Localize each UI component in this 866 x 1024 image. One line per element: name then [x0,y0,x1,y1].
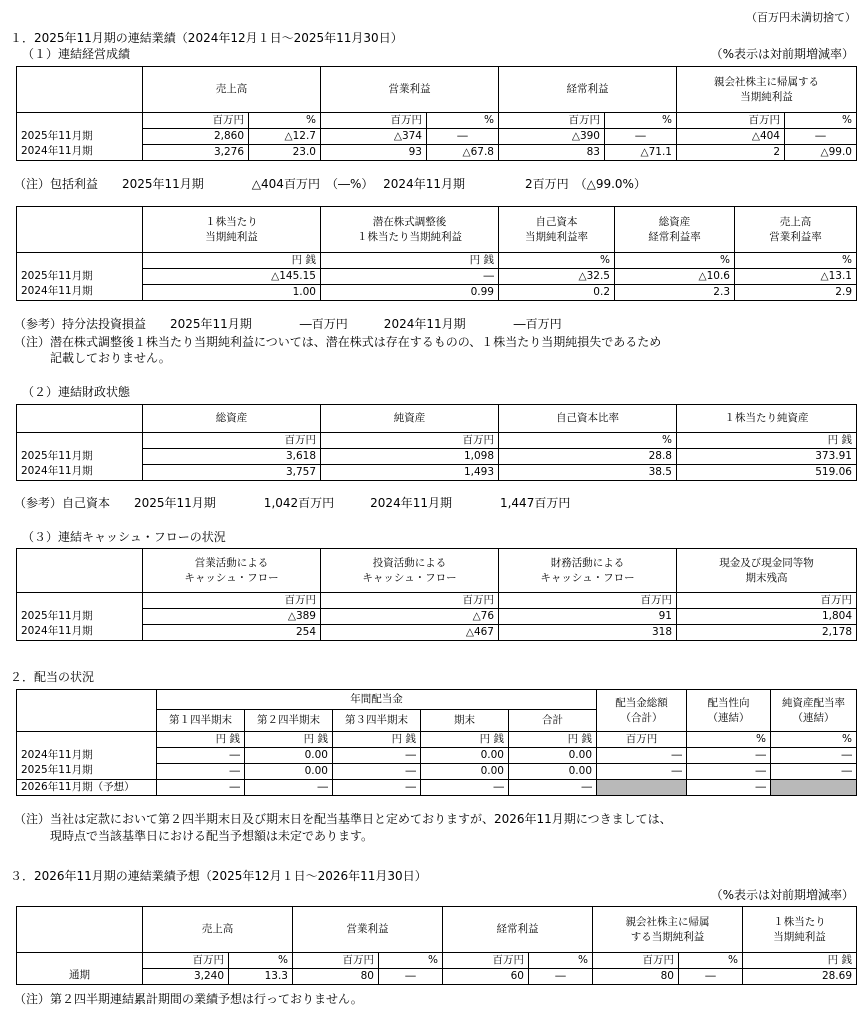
data-cell: 0.00 [509,748,597,764]
data-cell: ― [687,780,771,796]
data-cell: ― [771,764,857,780]
data-cell: 1,098 [321,449,499,465]
table-row [17,969,857,985]
table-row [17,465,857,481]
sub-header: 第３四半期末 [333,710,421,732]
table-row [17,748,857,764]
data-cell: 2.9 [735,285,857,301]
unit-cell: % [249,113,321,129]
data-cell: 2.3 [615,285,735,301]
data-cell: △10.6 [615,269,735,285]
col-header: １株当たり純資産 [677,405,857,433]
equity-method-reference: （参考）持分法投資損益 2025年11月期 ―百万円 2024年11月期 ―百万円 [14,317,562,331]
forecast-table [16,906,857,985]
row-label: 2024年11月期 [17,625,143,641]
unit-cell: 百万円 [677,113,785,129]
data-cell: 60 [443,969,529,985]
data-cell: ― [321,269,499,285]
unit-cell: 百万円 [593,953,679,969]
unit-cell: % [615,253,735,269]
data-cell: ― [687,764,771,780]
data-cell: △145.15 [143,269,321,285]
data-cell: ― [333,748,421,764]
data-cell: △13.1 [735,269,857,285]
data-cell: 0.00 [509,764,597,780]
data-cell: 83 [499,145,605,161]
unit-cell: % [529,953,593,969]
unit-cell: 百万円 [499,113,605,129]
table-row [17,780,857,796]
row-label: 2024年11月期 [17,285,143,301]
col-header: 売上高 [143,907,293,953]
data-cell: 23.0 [249,145,321,161]
cash-flow-table [16,548,857,641]
col-header: 配当性向 （連結） [687,690,771,732]
dividend-note-cont: 現時点で当該基準日における配当予想額は未定であります。 [14,829,374,843]
unit-row [17,593,857,609]
sub-header: 期末 [421,710,509,732]
data-cell: △374 [321,129,427,145]
unit-cell: 円 銭 [677,433,857,449]
unit-cell: 百万円 [321,593,499,609]
data-cell: ― [785,129,857,145]
unit-cell: 百万円 [143,953,229,969]
data-cell: 0.00 [421,748,509,764]
data-cell: ― [333,764,421,780]
col-header: 売上高 営業利益率 [735,207,857,253]
unit-cell: 円 銭 [245,732,333,748]
unit-cell: % [735,253,857,269]
data-cell: 2,178 [677,625,857,641]
data-cell: 519.06 [677,465,857,481]
table-row [17,625,857,641]
unit-cell: % [605,113,677,129]
data-cell: ― [421,780,509,796]
table-row [17,269,857,285]
diluted-eps-note-cont: 記載しておりません。 [14,351,171,365]
unit-cell: % [771,732,857,748]
data-cell: 3,757 [143,465,321,481]
data-cell: ― [157,748,245,764]
data-cell: 3,618 [143,449,321,465]
unit-cell: % [427,113,499,129]
col-header: 潜在株式調整後 １株当たり当期純利益 [321,207,499,253]
data-cell: 0.00 [245,764,333,780]
data-cell: 28.8 [499,449,677,465]
col-header: 自己資本比率 [499,405,677,433]
data-cell: △76 [321,609,499,625]
unit-row [17,732,857,748]
unit-cell: 百万円 [443,953,529,969]
col-header: 財務活動による キャッシュ・フロー [499,549,677,593]
col-header: 経常利益 [443,907,593,953]
unit-cell: 百万円 [293,953,379,969]
data-cell: 3,240 [143,969,229,985]
unit-row [17,953,857,969]
data-cell: 2 [677,145,785,161]
per-share-ratios-table [16,206,857,301]
data-cell: 1,493 [321,465,499,481]
data-cell: ― [427,129,499,145]
row-label: 2025年11月期 [17,269,143,285]
unit-cell: % [499,253,615,269]
operating-results-table [16,66,857,161]
col-header: １株当たり 当期純利益 [143,207,321,253]
table-row [17,449,857,465]
data-cell: 38.5 [499,465,677,481]
unit-note: （百万円未満切捨て） [746,11,856,24]
data-cell: △71.1 [605,145,677,161]
data-cell: 373.91 [677,449,857,465]
comprehensive-income-note: （注）包括利益 2025年11月期 △404百万円 （―%） 2024年11月期 2百万円 （△99.0%） [14,177,646,191]
unit-cell: 円 銭 [143,253,321,269]
unit-cell: 百万円 [143,113,249,129]
diluted-eps-note: （注）潜在株式調整後１株当たり当期純利益については、潜在株式は存在するものの、１株当たり当期純損失であるため [14,335,662,349]
unit-cell: % [687,732,771,748]
data-cell: ― [529,969,593,985]
unit-cell: % [679,953,743,969]
unit-cell: % [229,953,293,969]
unit-row [17,113,857,129]
unit-cell: 円 銭 [743,953,857,969]
row-label: 2025年11月期 [17,609,143,625]
data-cell: 318 [499,625,677,641]
data-cell: △67.8 [427,145,499,161]
row-label: 2025年11月期 [17,764,157,780]
shaded-cell [597,780,687,796]
data-cell: 91 [499,609,677,625]
data-cell: △99.0 [785,145,857,161]
unit-row [17,253,857,269]
table-row [17,145,857,161]
row-label: 2025年11月期 [17,129,143,145]
sub-header: 第２四半期末 [245,710,333,732]
row-label: 2024年11月期 [17,145,143,161]
pct-note: （%表示は対前期増減率） [710,47,854,61]
data-cell: ― [333,780,421,796]
unit-cell: 百万円 [143,593,321,609]
data-cell: ― [379,969,443,985]
data-cell: 0.00 [421,764,509,780]
data-cell: 80 [593,969,679,985]
data-cell: 1,804 [677,609,857,625]
data-cell: ― [509,780,597,796]
data-cell: △32.5 [499,269,615,285]
data-cell: ― [605,129,677,145]
data-cell: △404 [677,129,785,145]
data-cell: ― [597,764,687,780]
table-row [17,609,857,625]
unit-cell: 円 銭 [509,732,597,748]
col-header: １株当たり 当期純利益 [743,907,857,953]
col-header: 親会社株主に帰属 する当期純利益 [593,907,743,953]
col-header: 自己資本 当期純利益率 [499,207,615,253]
unit-cell: 百万円 [597,732,687,748]
col-header: 投資活動による キャッシュ・フロー [321,549,499,593]
col-header: 営業利益 [321,67,499,113]
data-cell: 0.00 [245,748,333,764]
table-row [17,129,857,145]
data-cell: 1.00 [143,285,321,301]
row-label: 通期 [17,969,143,985]
forecast-pct-note: （%表示は対前期増減率） [710,888,854,902]
unit-cell: 円 銭 [321,253,499,269]
data-cell: 28.69 [743,969,857,985]
subsection1-title: （１）連結経営成績 [22,47,131,61]
sub-header: 第１四半期末 [157,710,245,732]
row-label: 2026年11月期（予想） [17,780,157,796]
data-cell: ― [157,764,245,780]
data-cell: ― [687,748,771,764]
row-label: 2024年11月期 [17,465,143,481]
annual-dividend-header: 年間配当金 [157,690,597,710]
financial-position-table [16,404,857,481]
data-cell: 2,860 [143,129,249,145]
unit-cell: % [785,113,857,129]
data-cell: ― [597,748,687,764]
unit-cell: 百万円 [321,433,499,449]
unit-cell: 百万円 [321,113,427,129]
section1-title: １．2025年11月期の連結業績（2024年12月１日～2025年11月30日） [10,31,403,45]
col-header: 現金及び現金同等物 期末残高 [677,549,857,593]
unit-cell: % [499,433,677,449]
unit-cell: % [379,953,443,969]
col-header: 営業活動による キャッシュ・フロー [143,549,321,593]
dividend-note: （注）当社は定款において第２四半期末日及び期末日を配当基準日と定めておりますが、2026年11月期につきましては、 [14,812,672,826]
col-header: 親会社株主に帰属する 当期純利益 [677,67,857,113]
subsection3-title: （３）連結キャッシュ・フローの状況 [22,530,226,544]
col-header: 純資産 [321,405,499,433]
data-cell: ― [157,780,245,796]
data-cell: ― [679,969,743,985]
data-cell: △467 [321,625,499,641]
data-cell: 3,276 [143,145,249,161]
table-row [17,285,857,301]
unit-cell: 円 銭 [421,732,509,748]
data-cell: ― [245,780,333,796]
unit-cell: 百万円 [499,593,677,609]
col-header: 総資産 経常利益率 [615,207,735,253]
data-cell: 13.3 [229,969,293,985]
data-cell: 0.2 [499,285,615,301]
sub-header: 合計 [509,710,597,732]
unit-row [17,433,857,449]
shaded-cell [771,780,857,796]
data-cell: 254 [143,625,321,641]
dividends-table [16,689,857,796]
col-header: 純資産配当率 （連結） [771,690,857,732]
col-header: 経常利益 [499,67,677,113]
unit-cell: 百万円 [677,593,857,609]
data-cell: ― [771,748,857,764]
data-cell: 93 [321,145,427,161]
col-header: 売上高 [143,67,321,113]
data-cell: 80 [293,969,379,985]
data-cell: △12.7 [249,129,321,145]
data-cell: △389 [143,609,321,625]
unit-cell: 円 銭 [157,732,245,748]
col-header: 配当金総額 （合計） [597,690,687,732]
col-header: 営業利益 [293,907,443,953]
table-row [17,764,857,780]
subsection2-title: （２）連結財政状態 [22,385,131,399]
data-cell: △390 [499,129,605,145]
data-cell: 0.99 [321,285,499,301]
unit-cell: 円 銭 [333,732,421,748]
equity-reference: （参考）自己資本 2025年11月期 1,042百万円 2024年11月期 1,447百万円 [14,496,571,510]
col-header: 総資産 [143,405,321,433]
row-label: 2025年11月期 [17,449,143,465]
unit-cell: 百万円 [143,433,321,449]
section3-title: ３．2026年11月期の連結業績予想（2025年12月１日～2026年11月30日） [10,869,427,883]
section2-title: ２．配当の状況 [10,670,95,684]
forecast-note: （注）第２四半期連結累計期間の業績予想は行っておりません。 [14,992,363,1006]
row-label: 2024年11月期 [17,748,157,764]
